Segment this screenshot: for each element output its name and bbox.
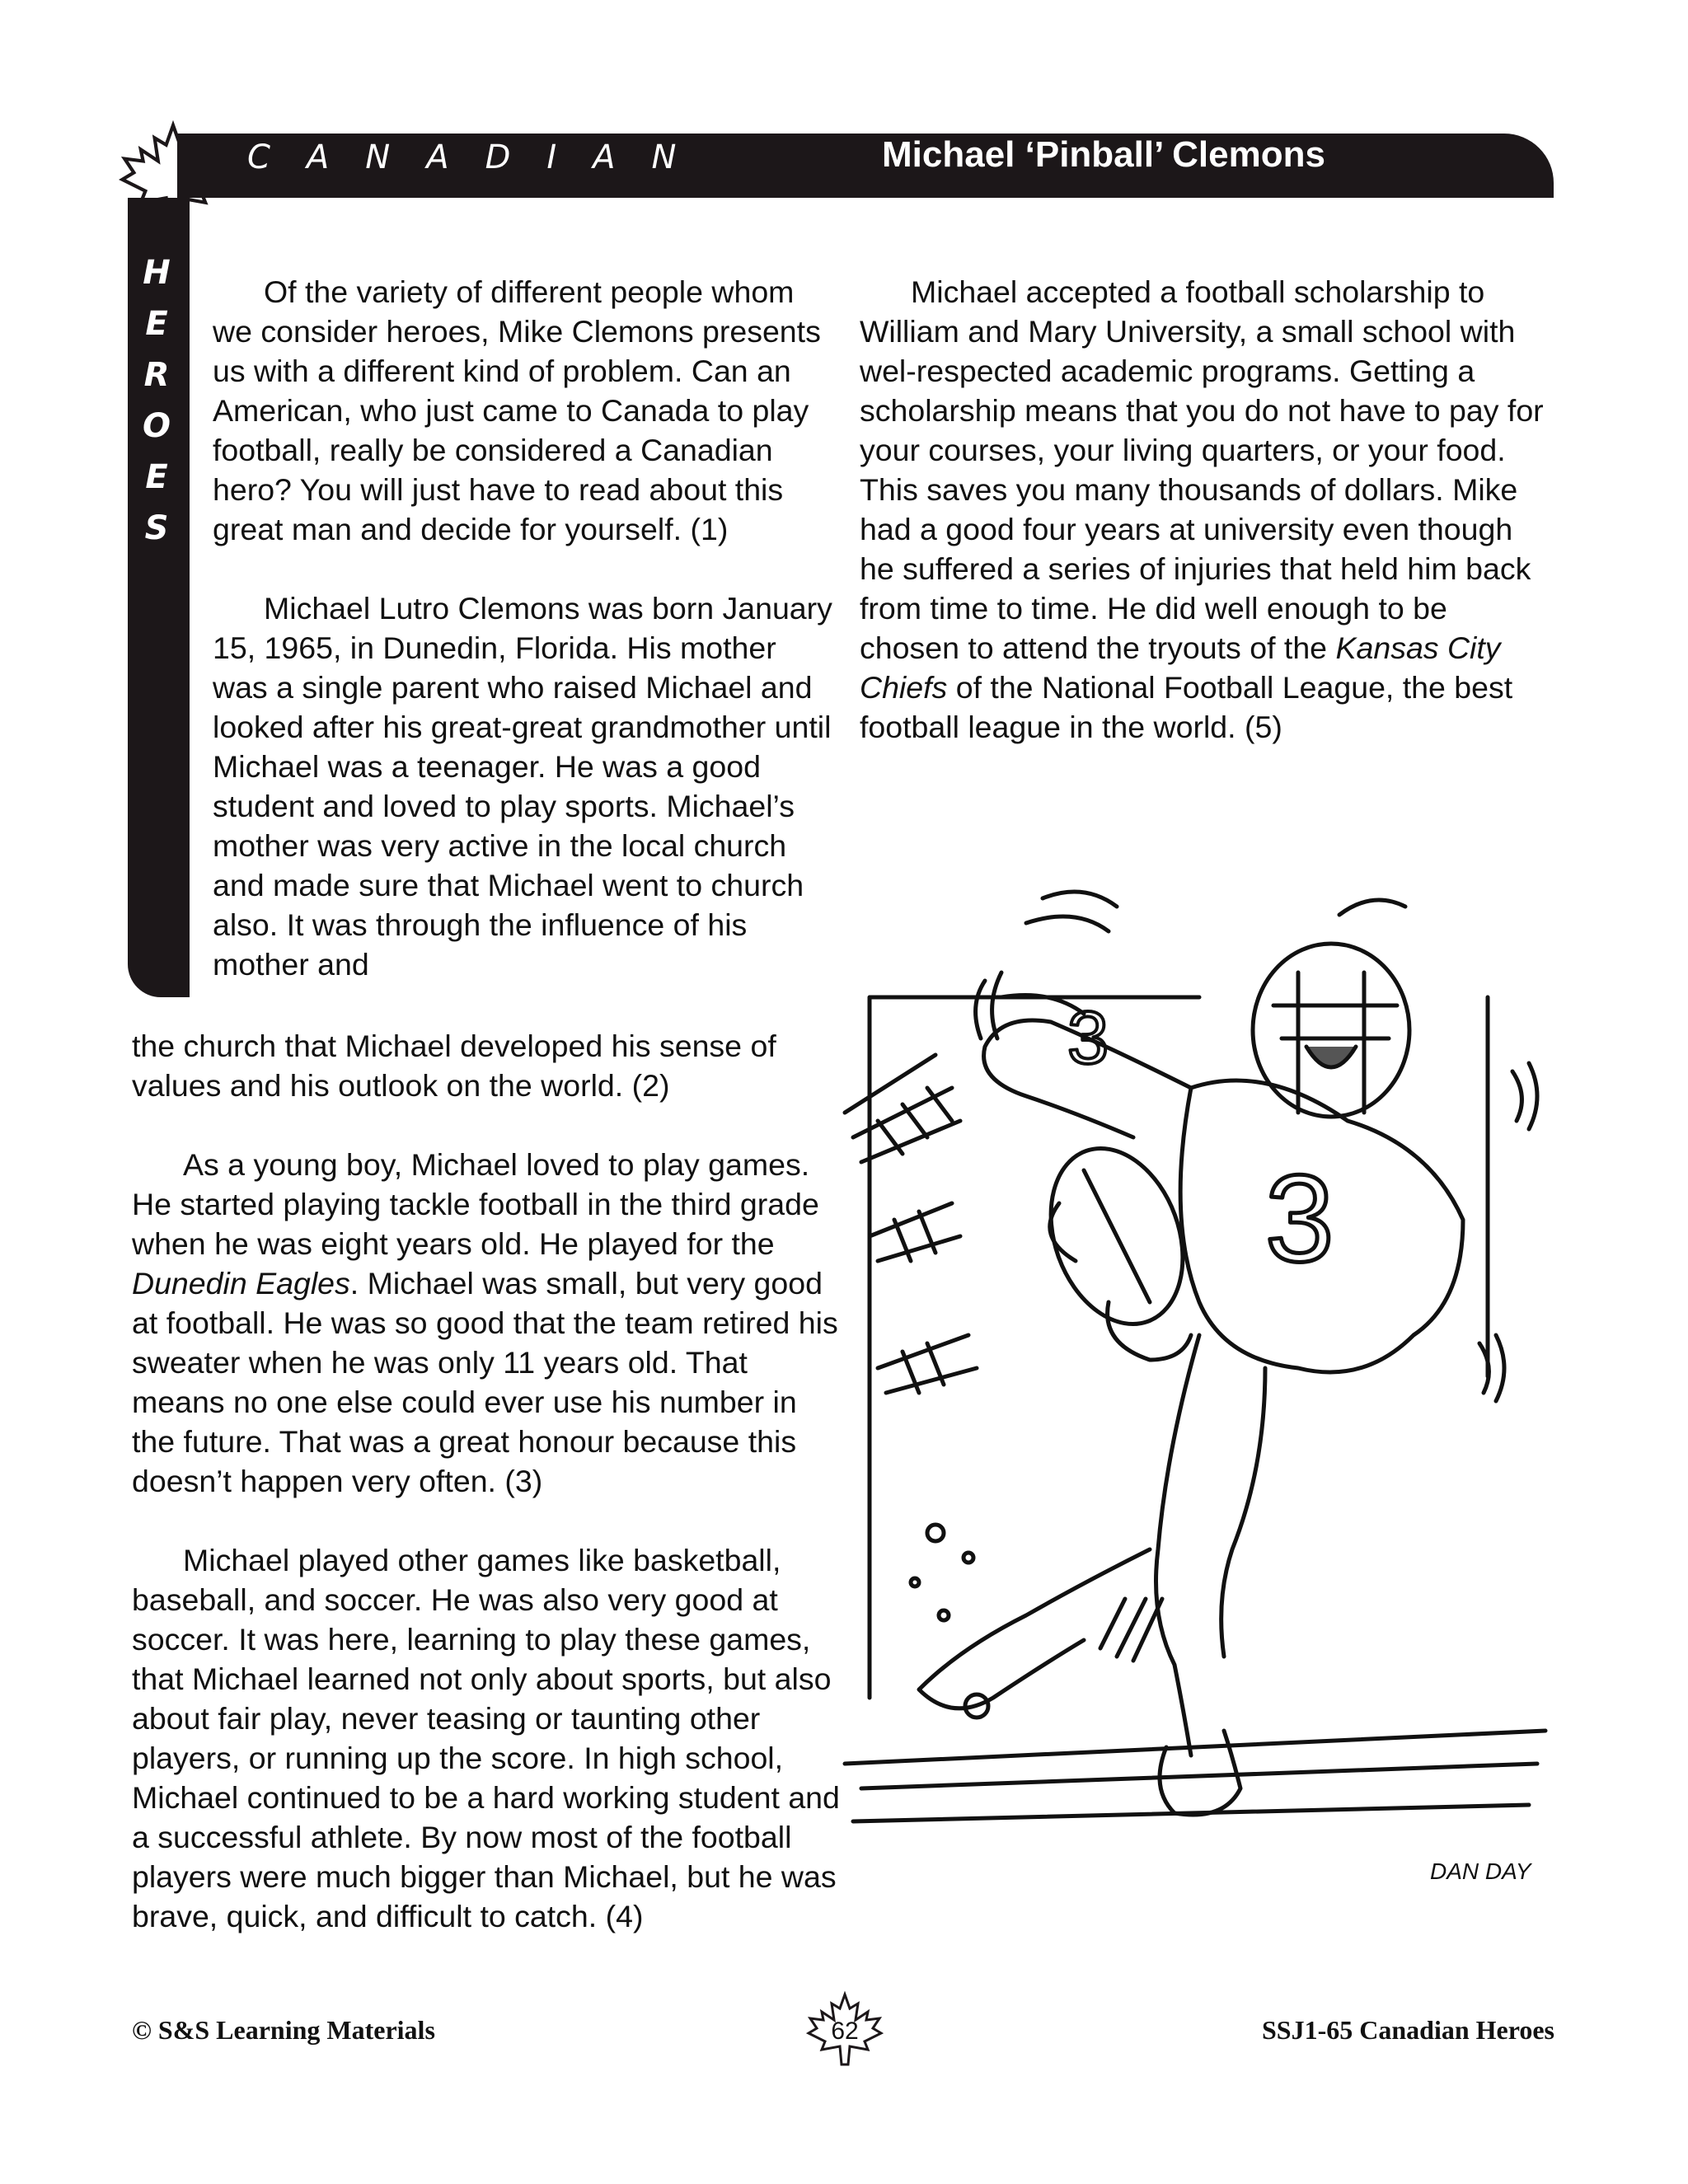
paragraph-1: Of the variety of different people whom we consider heroes, Mike Clemons presents us with a different kind of problem. Can an American, who just came to Canada to play football, really be considered a Canadian hero? You will just have to read about this great man and decide for yourself. (1) [213, 274, 821, 546]
page-title: Michael ‘Pinball’ Clemons [882, 134, 1325, 175]
paragraph-2: Michael Lutro Clemons was born January 15, 1965, in Dunedin, Florida. His mother was a single parent who raised Michael and looked after his great-great grandmother until Michael was a teenager. He was a good student and loved to play sports. Michael’s mother was very active in the local church and made sure that Michael went to church also. It was through the influence of his mother and [213, 591, 832, 982]
paragraph-2-continued: the church that Michael developed his sense of values and his outlook on the world. (2) [132, 1029, 776, 1103]
side-letter: E [145, 305, 168, 343]
paragraph-4: Michael played other games like basketball, baseball, and soccer. He was also very good at soccer. It was here, learning to play these games, that Michael learned not only about sports, but also about fair play, never teasing or taunting other players, or running up the score. In high school, Michael continued to be a hard working student and a successful athlete. By now most of the football players were much bigger than Michael, but he was brave, quick, and difficult to catch. (4) [132, 1543, 840, 1933]
right-column [860, 272, 1552, 786]
left-column-top [213, 272, 839, 984]
svg-text:DAN DAY: DAN DAY [1430, 1858, 1531, 1884]
football-player-illustration [837, 874, 1558, 1887]
side-letter: E [145, 458, 168, 496]
team-name-kansas-city-chiefs: Kansas City Chiefs [860, 630, 1501, 705]
side-letter: S [144, 509, 169, 547]
paragraph-5: Michael accepted a football scholarship to William and Mary University, a small school with wel-respected academic programs. Getting a scholarship means that you do not have to pay for your courses, your living quarters, or your food. This saves you many thousands of dollars. Mike had a good four years at university even though he suffered a series of injuries that held him back from time to time. He did well enough to be chosen to attend the tryouts of the Kansas City Chiefs of the National Football League, the best football league in the world. (5) [860, 274, 1544, 744]
team-name-dunedin-eagles: Dunedin Eagles [132, 1266, 350, 1301]
paragraph-3: As a young boy, Michael loved to play games. He started playing tackle football in the third grade when he was eight years old. He played for the Dunedin Eagles. Michael was small, but very good at football. He was so good that the team retired his sweater when he was only 11 years old. That means no one else could ever use his number in the future. That was a great honour because this doesn’t happen very often. (3) [132, 1147, 838, 1498]
side-letter: O [142, 407, 171, 445]
book-code-footer: SSJ1-65 Canadian Heroes [1261, 2015, 1554, 2045]
copyright-footer: © S&S Learning Materials [132, 2015, 435, 2045]
side-banner-letters [132, 247, 181, 554]
svg-text:3: 3 [1265, 1149, 1334, 1287]
series-label: CANADIAN [247, 138, 713, 176]
side-letter: R [143, 356, 170, 394]
page-number: 62 [831, 2018, 859, 2045]
left-column-bottom [132, 1026, 841, 1975]
side-letter: H [143, 254, 171, 292]
svg-text:3: 3 [1067, 997, 1109, 1080]
